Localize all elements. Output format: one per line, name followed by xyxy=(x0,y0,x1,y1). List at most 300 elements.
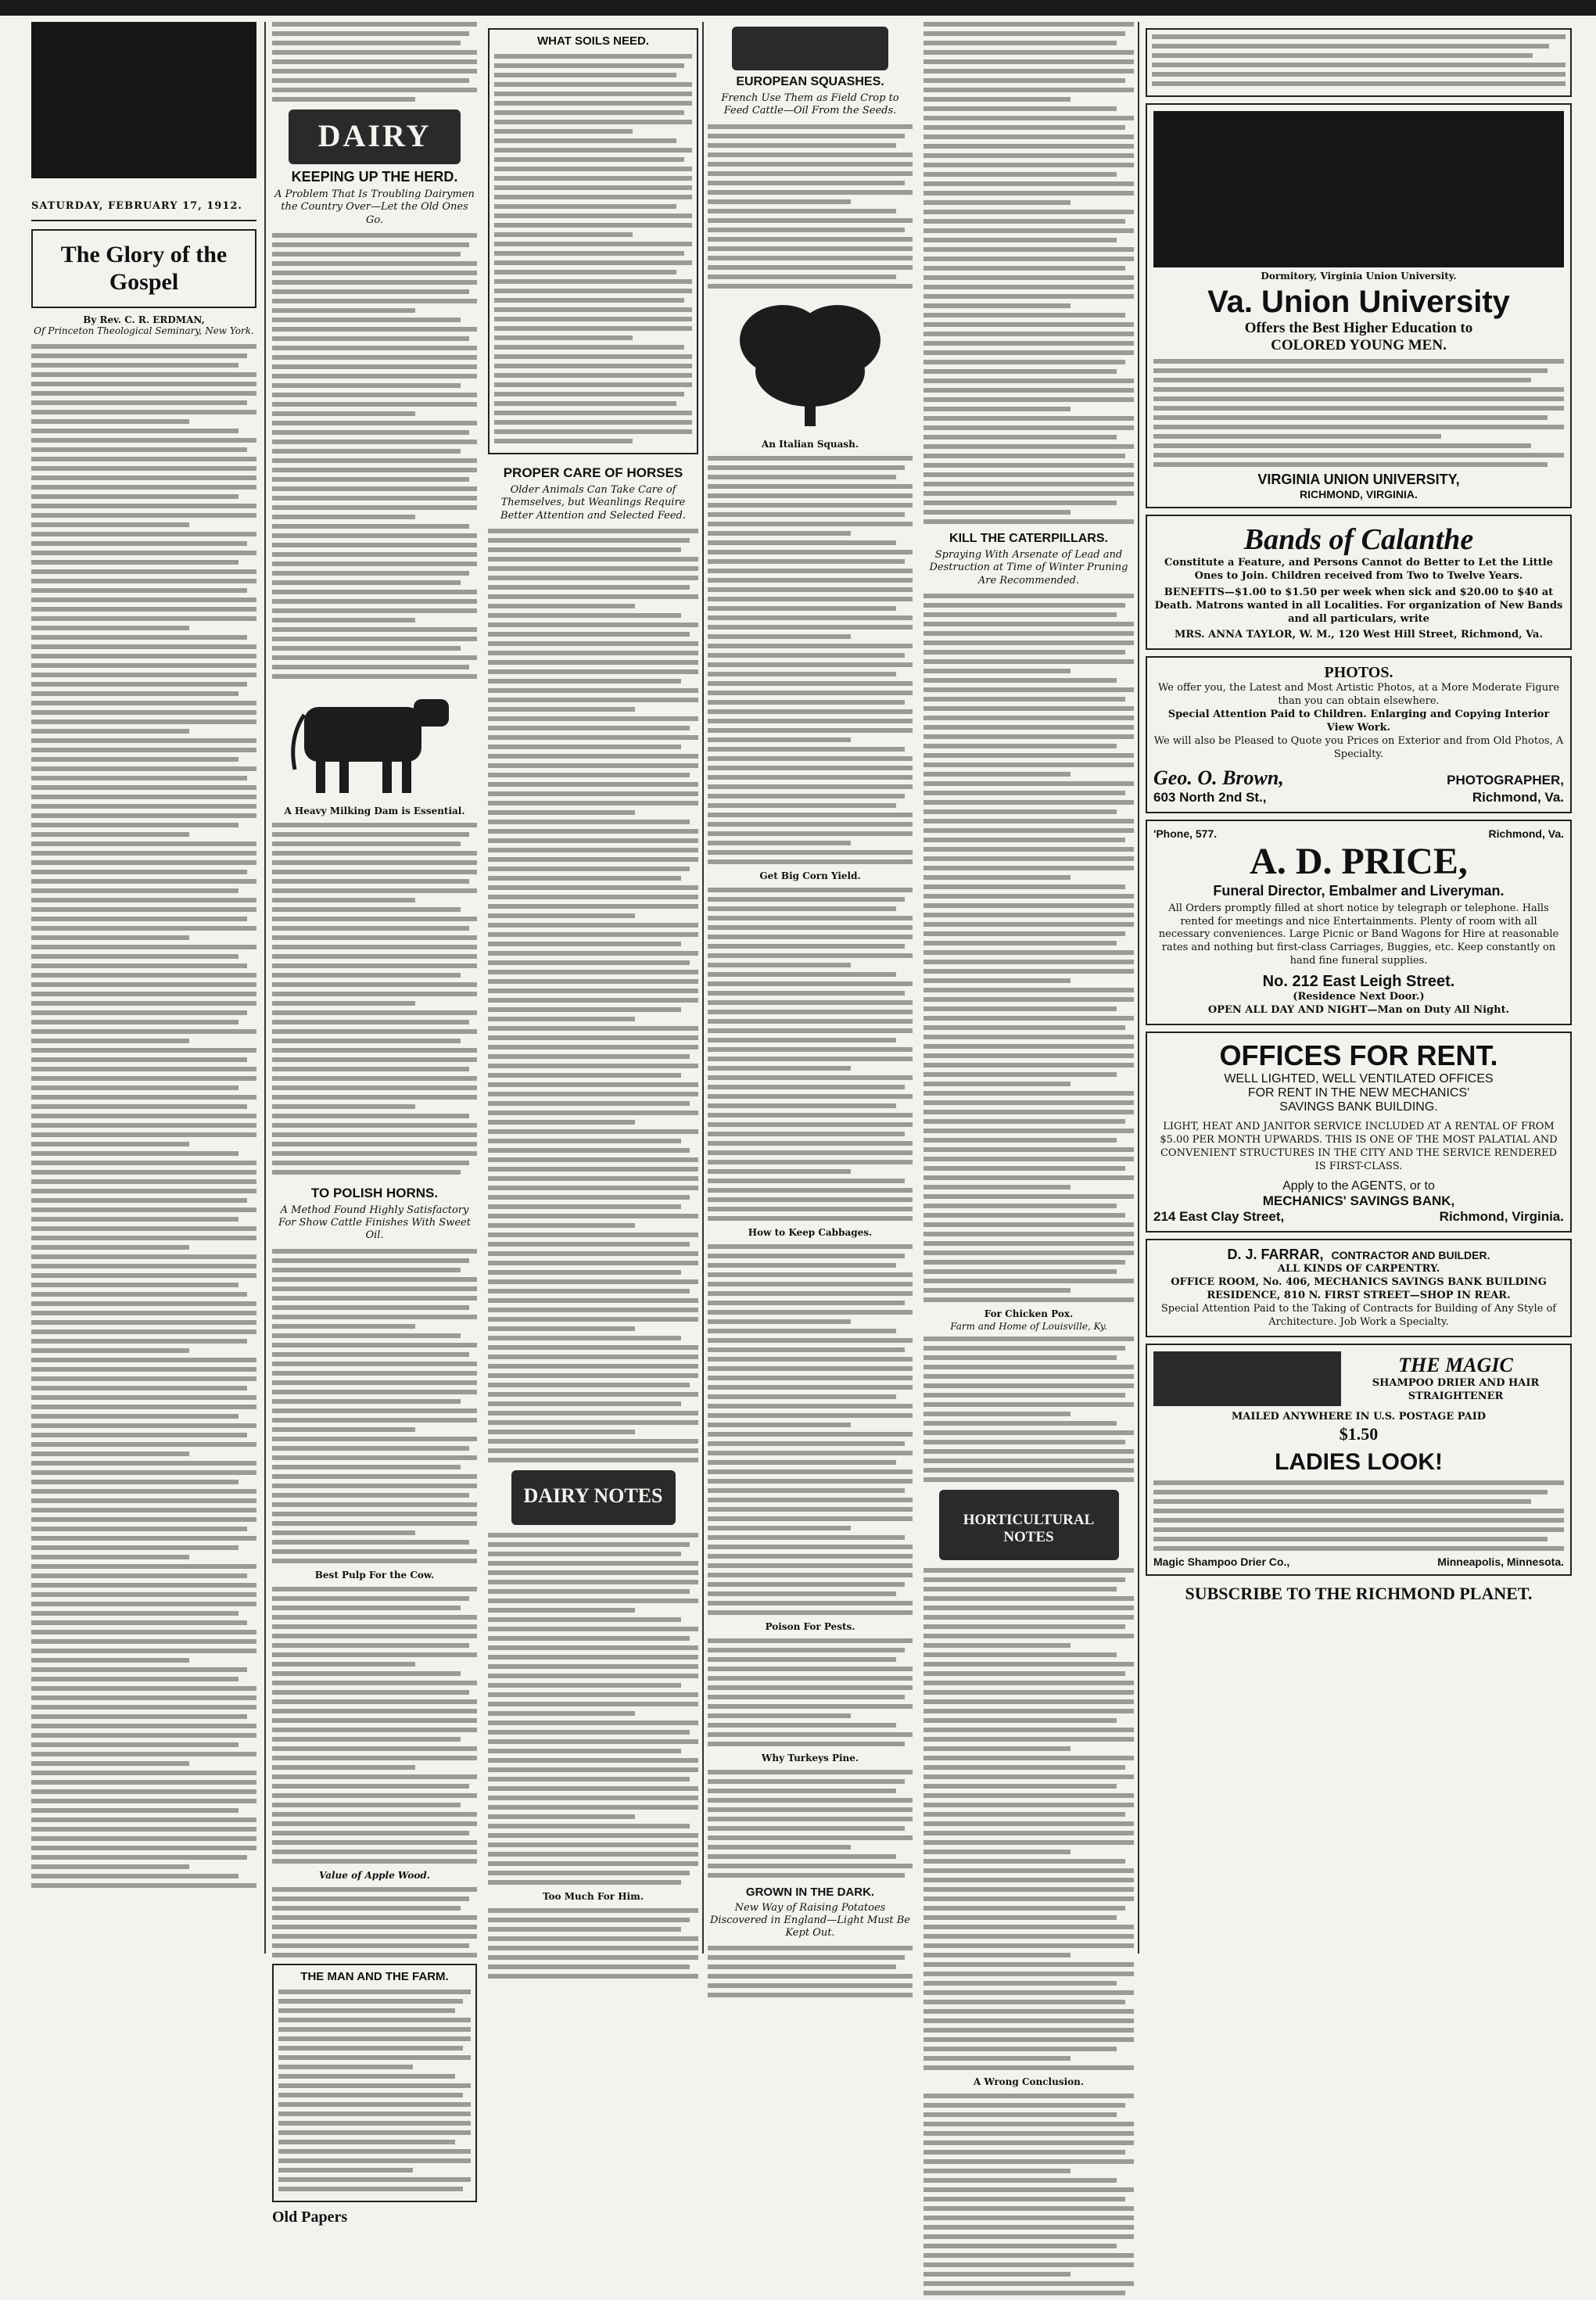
text-line xyxy=(708,1047,913,1052)
text-line xyxy=(31,1414,239,1419)
text-line xyxy=(924,1699,1134,1704)
text-line xyxy=(272,1953,477,1957)
text-line xyxy=(708,1404,913,1408)
text-line xyxy=(272,917,477,921)
text-line xyxy=(708,1291,913,1296)
text-line xyxy=(708,737,851,742)
text-line xyxy=(924,2122,1134,2126)
text-line xyxy=(708,1685,913,1690)
price-ad xyxy=(1146,820,1572,1025)
text-line xyxy=(708,1010,913,1014)
text-line xyxy=(708,1441,905,1446)
text-line xyxy=(31,823,239,827)
text-line xyxy=(272,1502,477,1507)
text-line xyxy=(488,1617,681,1622)
text-line xyxy=(1152,53,1533,58)
text-line xyxy=(488,820,690,824)
text-line xyxy=(272,1840,477,1845)
text-line xyxy=(31,1470,256,1475)
text-line xyxy=(272,1756,477,1760)
text-line xyxy=(272,1399,461,1404)
text-line xyxy=(924,219,1125,224)
text-line xyxy=(708,475,896,479)
vu-dormitory-caption: Dormitory, Virginia Union University. xyxy=(1261,271,1457,282)
offices-text: LIGHT, HEAT AND JANITOR SERVICE INCLUDED AT A RENTAL OF FROM $5.00 PER MONTH UPWARDS. THIS IS ONE OF THE MOST PALATIAL AND CONVENIENT STRUCTURES IN THE CITY AND THE SERVICE RENDERED IS FIRST-CLASS. xyxy=(1160,1120,1558,1172)
text-line xyxy=(31,701,256,705)
text-line xyxy=(31,457,256,461)
text-line xyxy=(31,466,256,471)
text-line xyxy=(31,485,256,490)
text-line xyxy=(31,1057,247,1062)
text-line xyxy=(924,687,1134,692)
text-line xyxy=(488,1336,681,1340)
text-line xyxy=(272,1057,477,1062)
text-line xyxy=(924,116,1134,120)
text-line xyxy=(31,400,247,405)
text-line xyxy=(488,1861,698,1866)
text-line xyxy=(31,1761,189,1766)
text-line xyxy=(924,1082,1071,1086)
chicken-pox-title: For Chicken Pox. xyxy=(984,1308,1074,1319)
text-line xyxy=(488,791,698,796)
text-line xyxy=(494,242,692,246)
text-line xyxy=(272,402,477,407)
vu-ad xyxy=(1146,103,1572,508)
text-line xyxy=(31,1161,256,1165)
text-line xyxy=(31,1358,256,1362)
text-line xyxy=(924,969,1134,974)
text-line xyxy=(31,1151,239,1156)
text-line xyxy=(488,1711,635,1716)
corn-title: Get Big Corn Yield. xyxy=(759,870,861,881)
text-line xyxy=(488,1355,698,1359)
text-line xyxy=(924,1803,1134,1807)
text-line xyxy=(708,1704,913,1709)
text-line xyxy=(488,1233,698,1237)
text-line xyxy=(708,700,905,705)
ladies-look: LADIES LOOK! xyxy=(1275,1448,1443,1475)
text-line xyxy=(924,1110,1134,1114)
text-line xyxy=(272,496,477,501)
text-line xyxy=(708,981,913,986)
text-line xyxy=(272,1925,477,1929)
text-line xyxy=(1153,462,1548,467)
text-line xyxy=(924,1194,1134,1199)
text-line xyxy=(708,274,896,279)
text-line xyxy=(31,1667,247,1672)
text-line xyxy=(708,1254,905,1258)
corn-body xyxy=(708,888,913,1221)
text-line xyxy=(488,641,698,646)
text-line xyxy=(488,566,698,571)
text-line xyxy=(278,2168,413,2173)
text-line xyxy=(278,2158,471,2163)
farrar-role: CONTRACTOR AND BUILDER. xyxy=(1331,1249,1490,1262)
text-line xyxy=(924,379,1134,383)
text-line xyxy=(924,416,1134,421)
text-line xyxy=(924,59,1134,64)
text-line xyxy=(31,1874,239,1878)
text-line xyxy=(1153,453,1564,457)
text-line xyxy=(924,2178,1117,2183)
text-line xyxy=(272,1315,477,1319)
text-line xyxy=(924,753,1134,758)
text-line xyxy=(708,1319,851,1324)
price-residence: (Residence Next Door.) xyxy=(1293,991,1425,1003)
grown-subtitle: New Way of Raising Potatoes Discovered in England—Light Must Be Kept Out. xyxy=(709,1901,910,1939)
text-line xyxy=(488,1261,698,1265)
text-line xyxy=(488,1739,698,1744)
text-line xyxy=(494,392,684,396)
text-line xyxy=(31,1367,256,1372)
text-line xyxy=(488,1092,698,1096)
calanthe-benefits: BENEFITS—$1.00 to $1.50 per week when sick and $20.00 to $40 at Death. Matrons wanted in all Localities. For organization of New Bands and all particulars, write xyxy=(1154,586,1563,625)
text-line xyxy=(494,307,692,312)
text-line xyxy=(708,1657,896,1662)
text-line xyxy=(708,1469,913,1474)
text-line xyxy=(924,697,1125,701)
text-line xyxy=(708,1338,913,1343)
dairy-notes-logo: DAIRY NOTES xyxy=(511,1470,676,1525)
text-line xyxy=(924,2018,1134,2023)
text-line xyxy=(278,2074,455,2079)
text-line xyxy=(924,285,1134,289)
text-line xyxy=(488,1599,698,1603)
text-line xyxy=(708,1946,913,1950)
text-line xyxy=(708,1854,896,1859)
text-line xyxy=(272,383,461,388)
text-line xyxy=(708,550,913,554)
text-line xyxy=(924,847,1134,852)
text-line xyxy=(924,2037,1134,2042)
text-line xyxy=(31,1480,239,1484)
text-line xyxy=(31,626,189,630)
column-2 xyxy=(272,22,698,2226)
text-line xyxy=(31,804,256,809)
text-line xyxy=(924,407,1071,411)
text-line xyxy=(708,944,905,949)
farrar-line-1: ALL KINDS OF CARPENTRY. xyxy=(1277,1263,1440,1276)
text-line xyxy=(272,674,477,679)
text-line xyxy=(494,251,684,256)
text-line xyxy=(31,1742,239,1747)
text-line xyxy=(494,82,692,87)
text-line xyxy=(708,1667,913,1671)
text-line xyxy=(31,1001,256,1006)
text-line xyxy=(924,1337,1134,1341)
text-line xyxy=(272,1643,469,1648)
text-line xyxy=(31,597,256,602)
cow-body xyxy=(272,823,477,1175)
text-line xyxy=(924,1840,1134,1845)
text-line xyxy=(924,1972,1134,1976)
text-line xyxy=(924,482,1134,486)
text-line xyxy=(494,129,633,134)
text-line xyxy=(31,1123,256,1128)
text-line xyxy=(708,265,913,270)
text-line xyxy=(708,653,905,658)
text-line xyxy=(31,363,239,368)
text-line xyxy=(708,1000,913,1005)
text-line xyxy=(924,322,1134,327)
text-line xyxy=(272,1530,415,1535)
text-line xyxy=(31,1132,256,1137)
european-title: EUROPEAN SQUASHES. xyxy=(736,75,884,88)
text-line xyxy=(272,1812,477,1817)
text-line xyxy=(924,50,1134,55)
text-line xyxy=(924,1784,1117,1789)
text-line xyxy=(924,978,1071,983)
text-line xyxy=(272,1484,477,1488)
offices-apply-2: MECHANICS' SAVINGS BANK, xyxy=(1262,1193,1455,1209)
text-line xyxy=(272,299,477,303)
text-line xyxy=(494,110,684,115)
text-line xyxy=(31,522,189,527)
text-line xyxy=(494,429,692,434)
text-line xyxy=(924,1063,1134,1067)
text-line xyxy=(924,360,1125,364)
text-line xyxy=(272,1671,461,1676)
text-line xyxy=(272,289,469,294)
text-line xyxy=(924,913,1134,917)
text-line xyxy=(31,691,239,696)
text-line xyxy=(31,569,256,574)
text-line xyxy=(924,1812,1125,1817)
text-line xyxy=(924,1072,1117,1077)
text-line xyxy=(708,1835,913,1840)
text-line xyxy=(708,1057,913,1061)
text-line xyxy=(708,691,913,695)
text-line xyxy=(488,1157,698,1162)
text-line xyxy=(924,1925,1134,1929)
offices-line-1: WELL LIGHTED, WELL VENTILATED OFFICES xyxy=(1224,1071,1494,1085)
text-line xyxy=(31,1283,239,1287)
text-line xyxy=(708,606,896,611)
text-line xyxy=(708,503,913,508)
text-line xyxy=(488,1111,698,1115)
text-line xyxy=(708,822,913,827)
text-line xyxy=(924,2197,1125,2201)
text-line xyxy=(924,1962,1134,1967)
text-line xyxy=(924,1430,1134,1435)
text-line xyxy=(272,963,477,968)
text-line xyxy=(924,191,1134,196)
text-line xyxy=(924,2131,1134,2136)
text-line xyxy=(488,932,698,937)
text-line xyxy=(708,512,905,517)
text-line xyxy=(31,1752,256,1756)
text-line xyxy=(924,1643,1071,1648)
text-line xyxy=(31,766,256,771)
text-line xyxy=(708,1638,913,1643)
text-line xyxy=(31,1405,256,1409)
text-line xyxy=(488,1035,698,1040)
text-line xyxy=(278,2140,455,2144)
text-line xyxy=(708,1873,905,1878)
text-line xyxy=(272,421,477,425)
text-line xyxy=(494,289,692,293)
text-line xyxy=(708,1798,913,1803)
article-title: The Glory of the Gospel xyxy=(60,242,228,295)
text-line xyxy=(494,91,692,96)
text-line xyxy=(31,870,247,874)
text-line xyxy=(924,1025,1125,1030)
text-line xyxy=(272,879,469,884)
text-line xyxy=(488,1627,698,1631)
text-line xyxy=(31,785,256,790)
text-line xyxy=(494,73,676,77)
text-line xyxy=(708,1479,913,1484)
text-line xyxy=(924,1577,1125,1582)
text-line xyxy=(272,524,469,529)
text-line xyxy=(272,1380,477,1385)
text-line xyxy=(924,257,1134,261)
text-line xyxy=(488,1373,698,1378)
text-line xyxy=(924,725,1134,730)
text-line xyxy=(31,795,256,799)
text-line xyxy=(708,1676,913,1681)
farrar-line-2: OFFICE ROOM, No. 406, MECHANICS SAVINGS BANK BUILDING xyxy=(1171,1276,1547,1289)
text-line xyxy=(272,1305,469,1310)
text-line xyxy=(924,1157,1134,1161)
text-line xyxy=(272,308,415,313)
text-line xyxy=(924,463,1134,468)
text-line xyxy=(494,223,692,228)
grown-title: GROWN IN THE DARK. xyxy=(745,1885,875,1899)
text-line xyxy=(31,1827,256,1832)
too-much-body xyxy=(488,1908,698,1979)
text-line xyxy=(488,557,698,562)
text-line xyxy=(924,678,1117,683)
text-line xyxy=(488,1007,681,1012)
text-line xyxy=(708,1347,905,1352)
text-line xyxy=(31,419,189,424)
text-line xyxy=(924,1821,1134,1826)
text-line xyxy=(272,935,477,940)
text-line xyxy=(924,659,1134,664)
text-line xyxy=(272,1408,477,1413)
text-line xyxy=(488,1589,690,1594)
text-line xyxy=(31,1104,247,1109)
text-line xyxy=(488,1786,698,1791)
text-line xyxy=(708,1742,905,1746)
text-line xyxy=(708,1169,851,1174)
text-line xyxy=(272,1296,477,1301)
text-line xyxy=(488,895,698,899)
text-line xyxy=(272,907,461,912)
text-line xyxy=(488,1833,698,1838)
text-line xyxy=(708,784,913,789)
text-line xyxy=(494,439,633,443)
text-line xyxy=(708,1113,913,1118)
text-line xyxy=(708,1826,905,1831)
text-line xyxy=(924,762,1134,767)
text-line xyxy=(488,1824,690,1828)
text-line xyxy=(272,449,461,454)
text-line xyxy=(708,1563,913,1568)
text-line xyxy=(708,813,913,817)
horses-body xyxy=(488,529,698,1462)
text-line xyxy=(31,1226,256,1231)
text-line xyxy=(924,2169,1071,2173)
horticultural-logo: HORTICULTURAL NOTES xyxy=(939,1490,1119,1560)
text-line xyxy=(708,1019,913,1024)
text-line xyxy=(708,1150,913,1155)
article-body xyxy=(31,344,256,1888)
text-line xyxy=(488,623,698,627)
text-line xyxy=(31,710,256,715)
text-line xyxy=(272,97,415,102)
text-line xyxy=(488,829,698,834)
text-line xyxy=(272,627,477,632)
farrar-line-4: Special Attention Paid to the Taking of Contracts for Building of Any Style of Architecture. Job Work a Specialty. xyxy=(1160,1303,1557,1329)
text-line xyxy=(488,913,635,918)
text-line xyxy=(272,973,461,978)
text-line xyxy=(488,1918,690,1922)
text-line xyxy=(924,1765,1125,1770)
text-line xyxy=(708,1244,913,1249)
text-line xyxy=(278,2027,471,2032)
text-line xyxy=(708,1366,913,1371)
text-line xyxy=(272,1161,469,1165)
text-line xyxy=(31,588,247,593)
text-line xyxy=(31,992,256,996)
text-line xyxy=(31,1855,247,1860)
text-line xyxy=(924,603,1125,608)
text-line xyxy=(494,260,692,265)
text-line xyxy=(31,1170,256,1175)
text-line xyxy=(924,238,1117,242)
text-line xyxy=(272,1606,461,1610)
magic-body xyxy=(1153,1480,1564,1551)
cow-caption: A Heavy Milking Dam is Essential. xyxy=(284,805,465,816)
text-line xyxy=(924,1440,1125,1444)
caterpillars-body xyxy=(924,594,1134,1302)
text-line xyxy=(278,2112,471,2116)
price-address: No. 212 East Leigh Street. xyxy=(1262,973,1455,991)
text-line xyxy=(708,719,913,723)
text-line xyxy=(924,1596,1134,1601)
text-line xyxy=(1153,378,1531,382)
text-line xyxy=(924,2225,1134,2230)
text-line xyxy=(708,897,905,902)
text-line xyxy=(1152,63,1566,67)
text-line xyxy=(708,1545,913,1549)
text-line xyxy=(708,1066,851,1071)
text-line xyxy=(708,888,913,892)
magic-city: Minneapolis, Minnesota. xyxy=(1437,1555,1564,1568)
text-line xyxy=(708,794,905,798)
text-line xyxy=(708,190,913,195)
text-line xyxy=(272,1039,461,1043)
text-line xyxy=(272,1333,461,1338)
text-line xyxy=(272,59,477,64)
text-line xyxy=(488,1195,690,1200)
man-farm-box xyxy=(272,1964,477,2202)
text-line xyxy=(272,1151,477,1156)
text-line xyxy=(924,1016,1134,1021)
text-line xyxy=(924,2159,1134,2164)
text-line xyxy=(488,801,698,806)
calanthe-title: Bands of Calanthe xyxy=(1243,523,1474,556)
squash-illustration xyxy=(728,293,892,434)
poison-body xyxy=(708,1638,913,1746)
text-line xyxy=(31,391,256,396)
text-line xyxy=(1153,1518,1564,1523)
text-line xyxy=(488,547,681,552)
text-line xyxy=(1153,387,1564,392)
text-line xyxy=(924,425,1134,430)
